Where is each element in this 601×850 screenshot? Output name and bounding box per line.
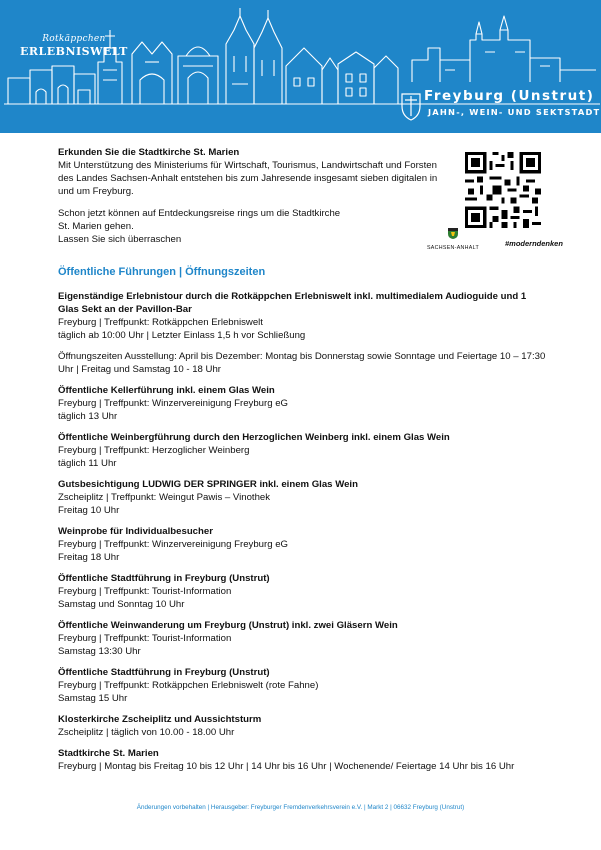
- event-title: Klosterkirche Zscheiplitz und Aussichtsturm: [58, 714, 262, 725]
- event-title: Öffentliche Weinwanderung um Freyburg (Unstrut) inkl. zwei Gläsern Wein: [58, 620, 398, 631]
- event-item: [58, 525, 548, 564]
- event-line: Freyburg | Treffpunkt: Winzervereinigung Freyburg eG: [58, 398, 289, 409]
- event-line: Öffnungszeiten Ausstellung: April bis Dezember: Montag bis Donnerstag sowie Sonntage und Feiertage 10 – 17:30 Uhr | Freitag und Samstag 10 - 18 Uhr: [58, 351, 546, 375]
- event-item: [58, 713, 548, 739]
- rotkaeppchen-logo: [20, 34, 128, 58]
- intro-paragraph-2: [58, 207, 443, 246]
- event-line: täglich 13 Uhr: [58, 411, 118, 422]
- event-line: Freyburg | Treffpunkt: Tourist-Information: [58, 633, 232, 644]
- event-title: Öffentliche Kellerführung inkl. einem Glas Wein: [58, 385, 275, 396]
- event-line: Freyburg | Montag bis Freitag 10 bis 12 Uhr | 14 Uhr bis 16 Uhr | Wochenende/ Feiertage 14 Uhr bis 16 Uhr: [58, 761, 515, 772]
- logo-script-text: Rotkäppchen: [42, 34, 106, 44]
- event-item: [58, 747, 548, 773]
- event-item: [58, 384, 548, 423]
- event-line: Samstag 15 Uhr: [58, 693, 128, 704]
- event-line: Freyburg | Treffpunkt: Rotkäppchen Erlebniswelt (rote Fahne): [58, 680, 319, 691]
- city-title: Freyburg (Unstrut): [424, 88, 595, 104]
- city-subtitle: JAHN-, WEIN- UND SEKTSTADT: [428, 107, 601, 117]
- event-title: Stadtkirche St. Marien: [58, 748, 159, 759]
- event-line: Zscheiplitz | täglich von 10.00 - 18.00 Uhr: [58, 727, 235, 738]
- event-line: Zscheiplitz | Treffpunkt: Weingut Pawis – Vinothek: [58, 492, 271, 503]
- intro-paragraph-1: Mit Unterstützung des Ministeriums für Wirtschaft, Tourismus, Landwirtschaft und Forsten des Landes Sachsen-Anhalt entstehen bis zum Jahresende insgesamt sieben digitalen in und um Freyburg.: [58, 160, 438, 197]
- event-item: [58, 619, 548, 658]
- footer-note: Änderungen vorbehalten | Herausgeber: Freyburger Fremdenverkehrsverein e.V. | Markt 2 | 06632 Freyburg (Unstrut): [136, 804, 465, 811]
- event-title: Öffentliche Stadtführung in Freyburg (Unstrut): [58, 667, 270, 678]
- section-title: Öffentliche Führungen | Öffnungszeiten: [58, 266, 266, 278]
- event-line: Samstag 13:30 Uhr: [58, 646, 141, 657]
- event-line: täglich 11 Uhr: [58, 458, 117, 469]
- state-label: SACHSEN-ANHALT: [426, 245, 480, 251]
- intro-line-3: Lassen Sie sich überraschen: [58, 234, 182, 245]
- intro-line-2: St. Marien gehen.: [58, 221, 134, 232]
- event-item: [58, 350, 548, 376]
- event-line: Freyburg | Treffpunkt: Rotkäppchen Erlebniswelt: [58, 317, 263, 328]
- event-line: Freitag 18 Uhr: [58, 552, 120, 563]
- main-content: [58, 146, 548, 781]
- hashtag-label: #moderndenken: [505, 239, 563, 248]
- event-item: [58, 431, 548, 470]
- event-title: Öffentliche Weinbergführung durch den Herzoglichen Weinberg inkl. einem Glas Wein: [58, 432, 450, 443]
- event-title: Eigenständige Erlebnistour durch die Rotkäppchen Erlebniswelt inkl. multimedialem Audioguide und 1 Glas Sekt an der Pavillon-Bar: [58, 291, 527, 315]
- event-line: Freitag 10 Uhr: [58, 505, 120, 516]
- event-line: Freyburg | Treffpunkt: Herzoglicher Weinberg: [58, 445, 250, 456]
- event-line: Samstag und Sonntag 10 Uhr: [58, 599, 185, 610]
- intro-section: [58, 146, 443, 246]
- intro-title: Erkunden Sie die Stadtkirche St. Marien: [58, 147, 240, 158]
- event-title: Öffentliche Stadtführung in Freyburg (Unstrut): [58, 573, 270, 584]
- logo-block-text: ERLEBNISWELT: [20, 45, 128, 58]
- event-line: Freyburg | Treffpunkt: Winzervereinigung Freyburg eG: [58, 539, 289, 550]
- event-title: Gutsbesichtigung LUDWIG DER SPRINGER inkl. einem Glas Wein: [58, 479, 358, 490]
- event-item: [58, 290, 548, 342]
- event-item: [58, 478, 548, 517]
- header-banner: [0, 0, 601, 133]
- event-line: täglich ab 10:00 Uhr | Letzter Einlass 1,5 h vor Schließung: [58, 330, 306, 341]
- event-item: [58, 572, 548, 611]
- event-item: [58, 666, 548, 705]
- event-line: Freyburg | Treffpunkt: Tourist-Information: [58, 586, 232, 597]
- event-title: Weinprobe für Individualbesucher: [58, 526, 213, 537]
- intro-line-1: Schon jetzt können auf Entdeckungsreise rings um die Stadtkirche: [58, 208, 341, 219]
